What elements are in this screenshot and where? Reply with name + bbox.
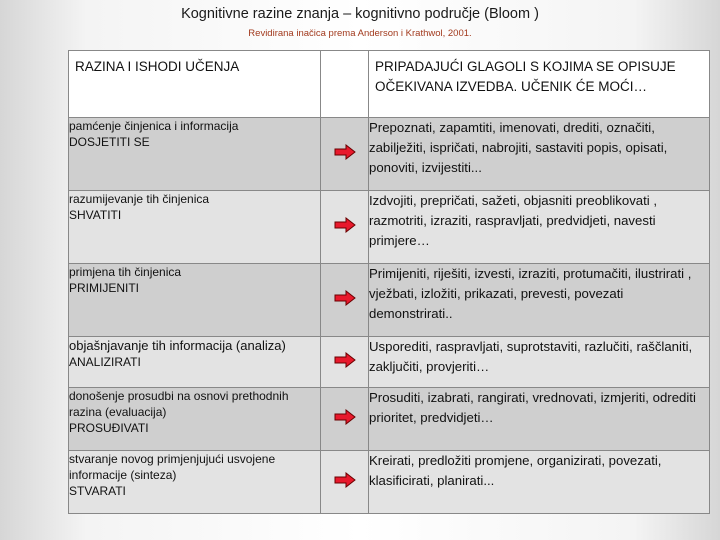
- verbs-cell: Primijeniti, riješiti, izvesti, izraziti, protumačiti, ilustrirati , vježbati, izložiti, prikazati, prevesti, povezati demonstrirati..: [369, 264, 710, 337]
- level-name: PROSUĐIVATI: [69, 421, 149, 435]
- table-row: [69, 118, 710, 191]
- level-name: DOSJETITI SE: [69, 135, 150, 149]
- verbs-cell: Usporediti, raspravljati, suprotstaviti, razlučiti, raščlaniti, zaključiti, provjeriti…: [369, 337, 710, 388]
- right-arrow-icon: [334, 144, 356, 160]
- level-description: stvaranje novog primjenjujući usvojene informacije (sinteza): [69, 452, 276, 482]
- page-subtitle: Revidirana inačica prema Anderson i Krathwol, 2001.: [248, 28, 472, 39]
- table-row: [69, 191, 710, 264]
- table-row: [69, 337, 710, 388]
- bloom-table: [68, 50, 710, 514]
- verbs-cell: Prepoznati, zapamtiti, imenovati, drediti, označiti, zabilježiti, ispričati, nabrojiti, sastaviti popis, opisati, ponoviti, izvijestiti...: [369, 118, 710, 191]
- arrow-cell: [321, 388, 369, 451]
- level-cell: [69, 337, 321, 388]
- right-arrow-icon: [334, 217, 356, 233]
- level-description: pamćenje činjenica i informacija: [69, 119, 239, 133]
- table-header-row: [69, 51, 710, 118]
- verbs-cell: Kreirati, predložiti promjene, organizirati, povezati, klasificirati, planirati...: [369, 451, 710, 514]
- level-description: razumijevanje tih činjenica: [69, 192, 210, 206]
- right-arrow-icon: [334, 409, 356, 425]
- header-verbs-cell: PRIPADAJUĆI GLAGOLI S KOJIMA SE OPISUJE OČEKIVANA IZVEDBA. UČENIK ĆE MOĆI…: [369, 51, 710, 118]
- level-description: primjena tih činjenica: [69, 265, 182, 279]
- level-name: STVARATI: [69, 484, 126, 498]
- verbs-cell: Prosuditi, izabrati, rangirati, vrednovati, izmjeriti, odrediti prioritet, predvidjeti…: [369, 388, 710, 451]
- level-cell: [69, 118, 321, 191]
- verbs-cell: Izdvojiti, prepričati, sažeti, objasniti preoblikovati , razmotriti, izraziti, raspravljati, predvidjeti, navesti primjere…: [369, 191, 710, 264]
- level-name: ANALIZIRATI: [69, 355, 141, 369]
- arrow-cell: [321, 337, 369, 388]
- level-cell: [69, 388, 321, 451]
- arrow-cell: [321, 264, 369, 337]
- table-row: [69, 264, 710, 337]
- table-row: [69, 451, 710, 514]
- level-cell: [69, 451, 321, 514]
- right-arrow-icon: [334, 472, 356, 488]
- level-description: objašnjavanje tih informacija (analiza): [69, 338, 286, 353]
- table-row: [69, 388, 710, 451]
- level-name: SHVATITI: [69, 208, 122, 222]
- page-title: Kognitivne razine znanja – kognitivno područje (Bloom ): [181, 6, 539, 22]
- header-arrow-cell: [321, 51, 369, 118]
- arrow-cell: [321, 118, 369, 191]
- right-arrow-icon: [334, 290, 356, 306]
- level-description: donošenje prosudbi na osnovi prethodnih razina (evaluacija): [69, 389, 289, 419]
- arrow-cell: [321, 191, 369, 264]
- arrow-cell: [321, 451, 369, 514]
- level-name: PRIMIJENITI: [69, 281, 140, 295]
- level-cell: [69, 191, 321, 264]
- header-level-cell: RAZINA I ISHODI UČENJA: [69, 51, 321, 118]
- right-arrow-icon: [334, 352, 356, 368]
- level-cell: [69, 264, 321, 337]
